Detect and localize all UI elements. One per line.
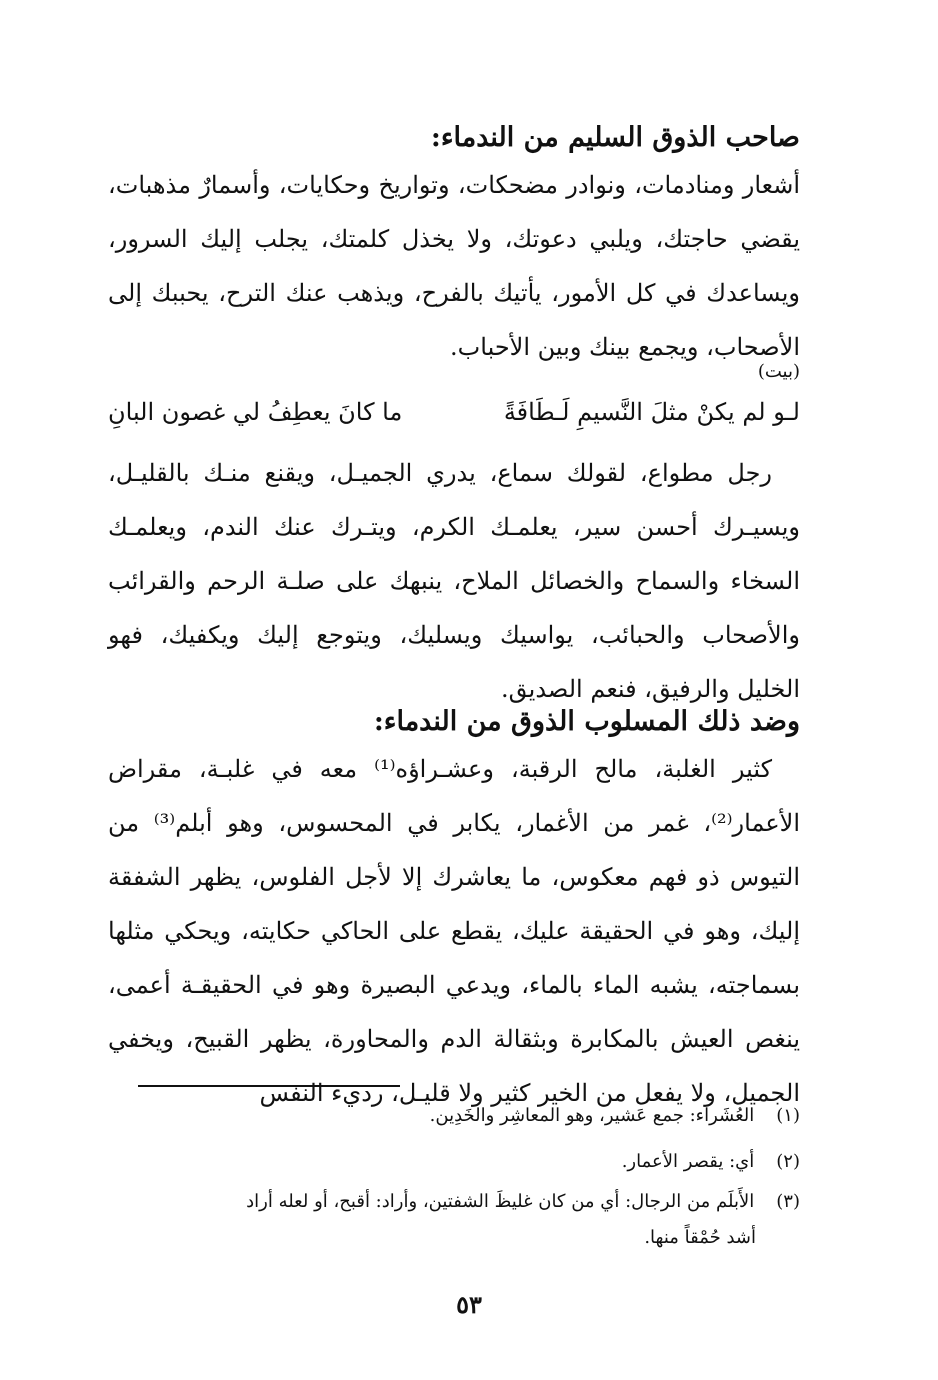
- footnote-3: [108, 1186, 800, 1218]
- footnote-3-continuation: أشد حُمْقاً منها.: [644, 1227, 756, 1248]
- footnote-separator: [138, 1085, 400, 1087]
- footnote-2-text: أي: يقصر الأعمار.: [621, 1151, 755, 1172]
- section-heading-good-companion: صاحب الذوق السليم من الندماء:: [430, 122, 800, 153]
- page-number: ٥٣: [456, 1290, 482, 1319]
- footnote-3-number: (٣): [776, 1191, 800, 1212]
- paragraph-good-companion: أشعار ومنادمات، ونوادر مضحكات، وتواريخ وحكايات، وأسمارٌ مذهبات، يقضي حاجتك، ويلبي دعوتك، ولا يخذل كلمتك، يجلب إليك السرور، ويساعدك في كل الأمور، يأتيك بالفرح، ويذهب عنك الترح، يحببك إلى الأصحاب، ويجمع بينك وبين الأحباب.: [108, 171, 800, 361]
- footnote-2-number: (٢): [776, 1151, 800, 1172]
- verse-label: (بيت): [757, 361, 800, 382]
- verse-line: [108, 390, 800, 434]
- footnote-1-text: العُشَراء: جمع عَشير، وهو المعاشِر والخَدِين.: [429, 1105, 755, 1126]
- verse-first-hemistich: لـو لم يكنْ مثلَ النَّسيمِ لَـطَافَةً: [503, 398, 800, 426]
- section-heading-bad-companion: وضد ذلك المسلوب الذوق من الندماء:: [373, 706, 800, 737]
- footnote-1: [108, 1100, 800, 1132]
- verse-second-hemistich: ما كانَ يعطِفُ لي غصون البانِ: [108, 398, 403, 426]
- footnote-3-text: الأَبلَم من الرجال: أي من كان غليظَ الشفتين، وأراد: أقبح، أو لعله أراد: [246, 1191, 755, 1212]
- paragraph-good-companion-continued: رجل مطواع، لقولك سماع، يدري الجميـل، ويقنع منـك بالقليـل، ويسيـرك أحسن سير، يعلمـك الكرم، ويتـرك عنك الندم، ويعلمـك السخاء والسماح والخصائل الملاح، ينبهك على صلـة الرحم والقرائب والأصحاب والحبائب، يواسيك ويسليك، ويتوجع إليك ويكفيك، فهو الخليل والرفيق، فنعم الصديق.: [108, 459, 800, 703]
- footnote-2: [108, 1146, 800, 1178]
- paragraph-bad-companion: كثير الغلبة، مالح الرقبة، وعشـراؤه⁽¹⁾ معه في غلبـة، مقراض الأعمار⁽²⁾، غمر من الأغمار، يكابر في المحسوس، وهو أبلم⁽³⁾ من التيوس ذو فهم معكوس، ما يعاشرك إلا لأجل الفلوس، يظهر الشفقة إليك، وهو في الحقيقة عليك، يقطع على الحاكي حكايته، ويحكي مثلها بسماجته، يشبه الماء بالماء، ويدعي البصيرة وهو في الحقيقـة أعمى، ينغص العيش بالمكابرة وبثقالة الدم والمحاورة، يظهر القبيح، ويخفي الجميل، ولا يفعل من الخير كثير ولا قليـل، رديء النفس: [108, 755, 800, 1107]
- footnote-1-number: (١): [776, 1105, 800, 1126]
